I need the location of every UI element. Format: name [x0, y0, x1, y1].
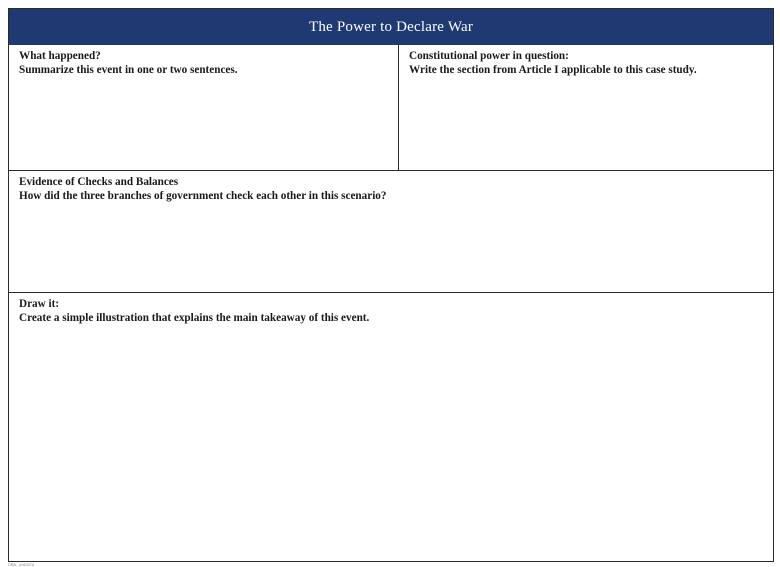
- constitutional-power-box[interactable]: [399, 45, 773, 171]
- what-happened-prompt: Summarize this event in one or two sentences.: [19, 64, 238, 76]
- constitutional-power-label: Constitutional power in question:: [409, 50, 569, 62]
- checks-and-balances-label: Evidence of Checks and Balances: [19, 176, 179, 188]
- what-happened-box[interactable]: [9, 45, 399, 171]
- worksheet: [8, 8, 774, 562]
- footer-code: DBN_4283078: [8, 562, 35, 567]
- what-happened-label: What happened?: [19, 50, 101, 62]
- worksheet-title: The Power to Declare War: [9, 9, 773, 45]
- constitutional-power-prompt: Write the section from Article I applicable to this case study.: [409, 64, 697, 76]
- draw-it-label: Draw it:: [19, 298, 60, 310]
- checks-and-balances-prompt: How did the three branches of government check each other in this scenario?: [19, 190, 387, 202]
- checks-and-balances-box[interactable]: [9, 171, 773, 293]
- draw-it-box[interactable]: [9, 293, 773, 561]
- draw-it-prompt: Create a simple illustration that explains the main takeaway of this event.: [19, 312, 370, 324]
